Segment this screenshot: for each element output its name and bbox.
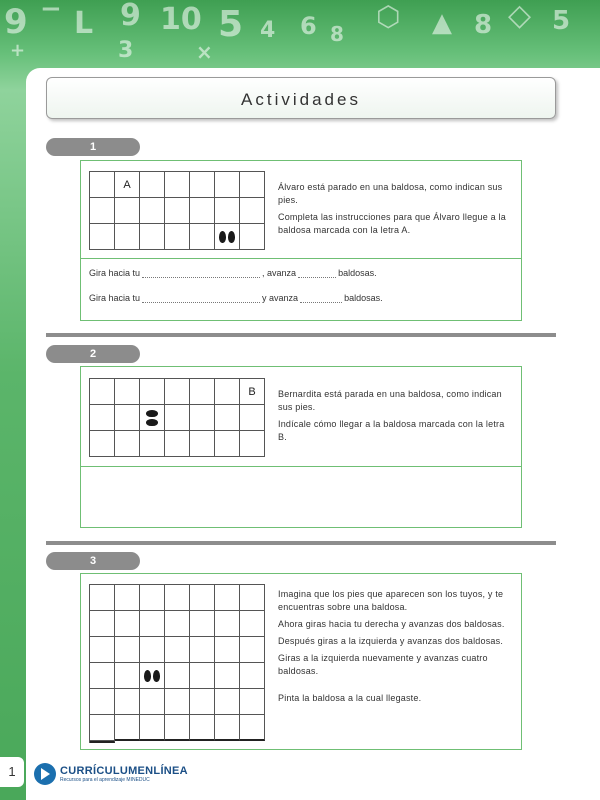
grid-cell[interactable] [90, 715, 115, 741]
activity-3-card [80, 573, 522, 750]
divider [81, 466, 521, 467]
grid-cell [215, 405, 240, 431]
grid-cell[interactable] [215, 689, 240, 715]
grid-cell[interactable] [190, 637, 215, 663]
grid-cell[interactable] [165, 689, 190, 715]
grid-cell[interactable] [115, 715, 140, 741]
decor-symbol: ◇ [508, 0, 532, 33]
grid-cell[interactable] [165, 637, 190, 663]
grid-cell[interactable] [215, 663, 240, 689]
grid-cell [240, 405, 265, 431]
divider [81, 258, 521, 259]
instruction-paragraph: Indícale cómo llegar a la baldosa marcada con la letra B. [278, 419, 505, 442]
grid-cell [190, 405, 215, 431]
grid-cell[interactable] [115, 689, 140, 715]
grid-cell[interactable] [190, 715, 215, 741]
section-separator [46, 333, 556, 337]
grid-cell [240, 172, 265, 198]
grid-cell [165, 431, 190, 457]
grid-cell [90, 172, 115, 198]
answer-middle: , avanza [262, 268, 297, 278]
grid-cell[interactable] [240, 637, 265, 663]
grid-cell[interactable] [190, 611, 215, 637]
grid-cell-feet [215, 224, 240, 250]
answer-middle: y avanza [262, 293, 299, 303]
grid-cell [165, 172, 190, 198]
grid-cell[interactable] [90, 585, 115, 611]
grid-cell [215, 379, 240, 405]
grid-cell [140, 224, 165, 250]
activity-1-card [80, 160, 522, 321]
activity-2-answer-area[interactable] [87, 471, 515, 523]
grid-cell[interactable] [165, 611, 190, 637]
grid-cell[interactable] [215, 637, 240, 663]
activity-2-tile-grid [89, 378, 265, 457]
decor-number: 3 [118, 38, 134, 63]
grid-cell [115, 198, 140, 224]
curriculum-logo [34, 763, 188, 785]
decor-number: 5 [552, 6, 571, 36]
grid-cell[interactable] [140, 715, 165, 741]
activity-3-tile-grid[interactable] [89, 584, 265, 743]
decor-number: L [74, 6, 94, 41]
grid-cell [115, 405, 140, 431]
activity-1-tile-grid [89, 171, 265, 250]
answer-suffix: baldosas. [338, 268, 377, 278]
grid-cell [165, 224, 190, 250]
grid-cell[interactable] [240, 689, 265, 715]
instruction-paragraph: Completa las instrucciones para que Álvaro llegue a la baldosa marcada con la letra A. [278, 212, 506, 235]
grid-cell[interactable] [215, 611, 240, 637]
grid-cell[interactable] [90, 741, 115, 743]
decor-number: 8 [330, 22, 344, 46]
grid-cell[interactable] [165, 663, 190, 689]
grid-cell [140, 172, 165, 198]
grid-cell[interactable] [90, 689, 115, 715]
instruction-paragraph: Giras a la izquierda nuevamente y avanzas cuatro baldosas. [278, 653, 488, 676]
decor-number: 6 [300, 12, 317, 40]
grid-cell[interactable] [190, 689, 215, 715]
activity-1-number-badge: 1 [46, 138, 140, 156]
logo-wordmark: CURRÍCULUMENLÍNEA [60, 765, 188, 777]
activity-2-instructions [278, 388, 513, 448]
grid-cell-feet[interactable] [140, 663, 165, 689]
feet-icon [146, 410, 158, 426]
grid-cell[interactable] [215, 585, 240, 611]
decor-symbol: − [40, 0, 62, 24]
direction-blank-1[interactable] [142, 268, 260, 278]
activity-2-card [80, 366, 522, 528]
decor-number: 5 [218, 4, 244, 45]
decor-symbol: ▲ [432, 8, 452, 38]
grid-cell[interactable] [190, 585, 215, 611]
grid-cell[interactable] [115, 611, 140, 637]
grid-cell [115, 431, 140, 457]
grid-cell [215, 198, 240, 224]
play-arrow-icon [34, 763, 56, 785]
grid-cell[interactable] [140, 637, 165, 663]
page-number: 1 [0, 757, 24, 787]
answer-line-1 [89, 268, 377, 278]
grid-cell [240, 224, 265, 250]
instruction-paragraph: Imagina que los pies que aparecen son los tuyos, y te encuentras sobre una baldosa. [278, 589, 504, 612]
grid-cell-feet [140, 405, 165, 431]
decor-number: 10 [160, 2, 202, 37]
grid-cell [190, 431, 215, 457]
grid-cell [190, 379, 215, 405]
instruction-paragraph: Después giras a la izquierda y avanzas dos baldosas. [278, 636, 504, 646]
answer-suffix: baldosas. [344, 293, 383, 303]
grid-cell-label-b: B [240, 379, 265, 405]
activity-3-instructions [278, 588, 518, 709]
grid-cell [90, 198, 115, 224]
decor-number: 8 [474, 10, 493, 40]
activity-3-number-badge: 3 [46, 552, 140, 570]
count-blank-2[interactable] [300, 293, 342, 303]
grid-cell [140, 431, 165, 457]
grid-cell[interactable] [115, 585, 140, 611]
logo-tagline: Recursos para el aprendizaje MINEDUC [60, 777, 150, 783]
decor-symbol: + [10, 40, 26, 61]
grid-cell [190, 224, 215, 250]
grid-cell [215, 431, 240, 457]
grid-cell [140, 198, 165, 224]
grid-cell[interactable] [240, 611, 265, 637]
grid-cell[interactable] [140, 611, 165, 637]
grid-cell [215, 172, 240, 198]
instruction-paragraph: Álvaro está parado en una baldosa, como indican sus pies. [278, 182, 503, 205]
grid-cell [165, 405, 190, 431]
grid-cell[interactable] [240, 715, 265, 741]
instruction-paragraph: Bernardita está parada en una baldosa, como indican sus pies. [278, 389, 502, 412]
title-banner [46, 77, 556, 119]
grid-cell [90, 224, 115, 250]
grid-cell [240, 431, 265, 457]
grid-cell [190, 172, 215, 198]
grid-cell[interactable] [115, 663, 140, 689]
grid-cell [90, 379, 115, 405]
answer-line-2 [89, 293, 383, 303]
instruction-paragraph: Pinta la baldosa a la cual llegaste. [278, 693, 422, 703]
grid-cell[interactable] [240, 663, 265, 689]
grid-cell[interactable] [90, 637, 115, 663]
decor-symbol: ⬡ [376, 0, 401, 33]
grid-cell-label-a: A [115, 172, 140, 198]
grid-cell [240, 198, 265, 224]
decor-number: 9 [4, 2, 28, 42]
grid-cell [165, 198, 190, 224]
grid-cell [165, 379, 190, 405]
grid-cell[interactable] [240, 585, 265, 611]
grid-cell[interactable] [140, 689, 165, 715]
grid-cell[interactable] [90, 611, 115, 637]
grid-cell [190, 198, 215, 224]
grid-cell [115, 379, 140, 405]
grid-cell [140, 379, 165, 405]
answer-prefix: Gira hacia tu [89, 268, 141, 278]
instruction-paragraph: Ahora giras hacia tu derecha y avanzas dos baldosas. [278, 619, 505, 629]
activity-2-number-badge: 2 [46, 345, 140, 363]
direction-blank-2[interactable] [142, 293, 260, 303]
feet-icon [219, 231, 235, 243]
grid-cell[interactable] [90, 663, 115, 689]
grid-cell[interactable] [190, 663, 215, 689]
grid-cell[interactable] [140, 585, 165, 611]
decor-symbol: × [196, 40, 213, 64]
grid-cell[interactable] [165, 585, 190, 611]
grid-cell[interactable] [215, 715, 240, 741]
count-blank-1[interactable] [298, 268, 336, 278]
grid-cell [90, 431, 115, 457]
grid-cell [90, 405, 115, 431]
grid-cell[interactable] [115, 637, 140, 663]
feet-icon [144, 670, 160, 682]
answer-prefix: Gira hacia tu [89, 293, 141, 303]
grid-cell [115, 224, 140, 250]
page-title: Actividades [241, 90, 361, 109]
grid-cell[interactable] [165, 715, 190, 741]
section-separator [46, 541, 556, 545]
activity-1-instructions [278, 181, 513, 241]
left-decoration-strip [0, 90, 26, 800]
decor-number: 4 [260, 18, 276, 43]
decor-number: 9 [120, 0, 141, 33]
